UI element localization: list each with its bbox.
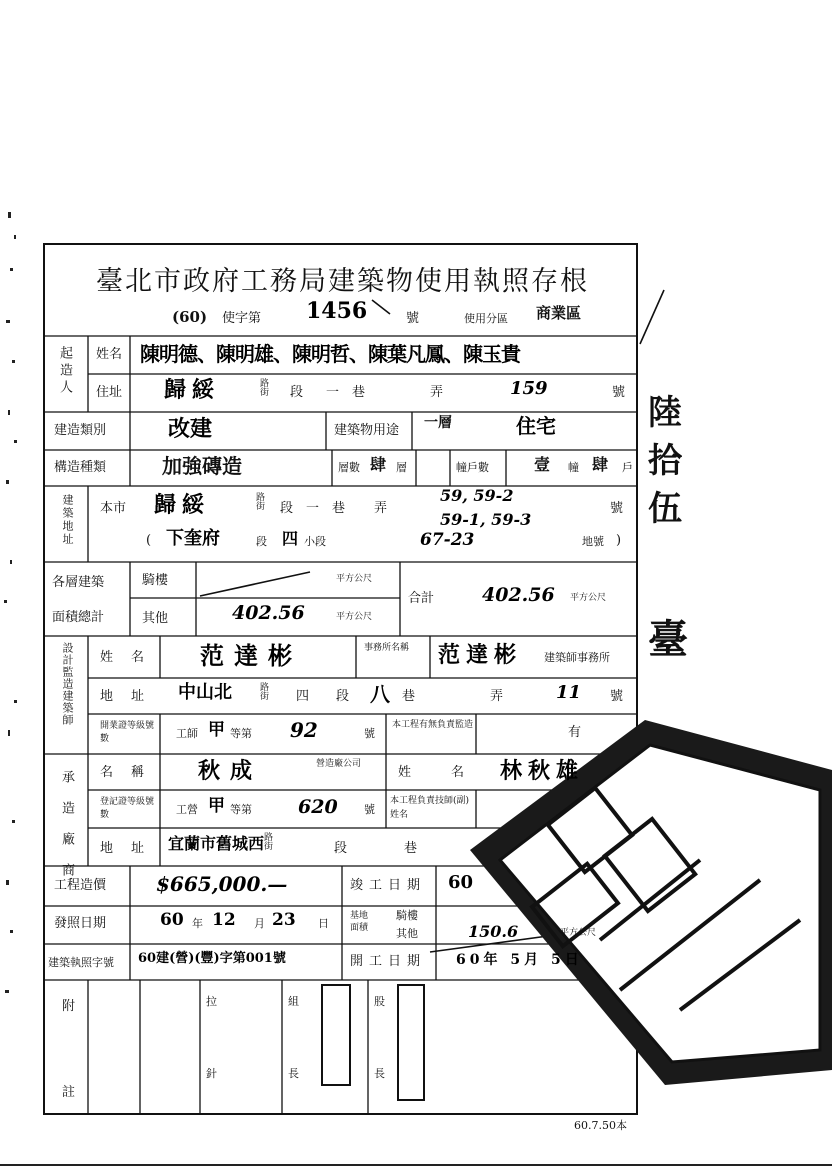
site-alley-label: 弄 bbox=[374, 501, 388, 516]
remarks-c3-bot: 長 bbox=[374, 1067, 385, 1080]
applicant-lane-value: 一 bbox=[326, 385, 340, 400]
issue-day: 23 bbox=[272, 910, 296, 930]
site-district-section-label: 段 bbox=[256, 535, 267, 548]
site-subsection-label: 小段 bbox=[304, 535, 326, 548]
remark-seals bbox=[322, 985, 424, 1100]
architect-supervisor-label: 本工程有無負責監造 bbox=[392, 720, 474, 730]
architect-office-value: 范達彬 bbox=[438, 642, 523, 668]
structure-label: 構造種類 bbox=[54, 460, 107, 475]
architect-lane-label: 巷 bbox=[402, 689, 416, 704]
issue-arcade-label: 騎樓 bbox=[396, 909, 418, 922]
architect-road-label: 路街 bbox=[258, 682, 268, 700]
floors-value: 肆 bbox=[370, 455, 387, 474]
site-area-label: 基地面積 bbox=[350, 911, 369, 933]
architect-road: 中山北 bbox=[178, 682, 232, 703]
cost-value: $665,000.— bbox=[156, 872, 288, 896]
remarks-label-1: 附 bbox=[62, 999, 76, 1014]
architect-license-mid: 等第 bbox=[230, 727, 252, 740]
building-type-label: 建造類別 bbox=[54, 423, 107, 438]
architect-license-number: 92 bbox=[290, 718, 318, 742]
site-numbers-2: 59-1, 59-3 bbox=[440, 510, 532, 529]
structure-value: 加強磚造 bbox=[162, 454, 242, 478]
architect-license-prefix: 工師 bbox=[176, 727, 198, 740]
build-permit-value: 60建(營)(豐)字第001號 bbox=[138, 951, 286, 966]
issue-other-label: 其他 bbox=[396, 927, 418, 940]
architect-group-label: 設計監造建築師 bbox=[61, 642, 74, 726]
area-arcade-unit: 平方公尺 bbox=[336, 574, 373, 584]
contractor-person-label: 姓名 bbox=[398, 765, 505, 780]
architect-name-label: 姓名 bbox=[100, 650, 163, 665]
zone-value: 商業區 bbox=[536, 304, 582, 322]
permit-number: 1456 bbox=[306, 298, 368, 324]
site-road: 歸綏 bbox=[154, 492, 211, 518]
remarks-c2-bot: 長 bbox=[288, 1067, 299, 1080]
applicant-section-label: 段 bbox=[290, 385, 304, 400]
issue-area-unit: 平方公尺 bbox=[560, 928, 597, 938]
area-total-unit: 平方公尺 bbox=[570, 593, 607, 603]
edge-char-3: 伍 bbox=[648, 489, 682, 529]
floors-unit: 層 bbox=[396, 461, 407, 474]
area-group-label-2: 面積總計 bbox=[52, 610, 105, 625]
building-use-floor: 一層 bbox=[424, 415, 452, 431]
issue-year: 60 bbox=[160, 910, 184, 930]
architect-office-label: 事務所名稱 bbox=[364, 643, 410, 653]
contractor-name-label: 名稱 bbox=[100, 765, 163, 780]
site-lane-label: 巷 bbox=[332, 501, 346, 516]
units-value: 壹 bbox=[534, 455, 551, 474]
contractor-lane-label: 巷 bbox=[404, 841, 418, 856]
issue-other-value: 150.6 bbox=[468, 922, 519, 941]
site-number-label: 號 bbox=[610, 501, 624, 516]
cost-label: 工程造價 bbox=[54, 878, 107, 893]
building-use-value: 住宅 bbox=[516, 414, 556, 438]
site-section-label: 段 bbox=[280, 501, 294, 516]
site-paren-open: ( bbox=[146, 533, 152, 548]
applicant-alley-label: 弄 bbox=[430, 385, 444, 400]
architect-number-label: 號 bbox=[610, 689, 624, 704]
edge-char-1: 陸 bbox=[648, 393, 682, 433]
site-district: 下奎府 bbox=[166, 528, 220, 549]
issue-year-unit: 年 bbox=[192, 917, 203, 930]
area-other-label: 其他 bbox=[142, 611, 169, 626]
area-group-label-1: 各層建築 bbox=[52, 575, 105, 590]
permit-suffix: 號 bbox=[406, 311, 420, 326]
architect-lane-value: 八 bbox=[370, 682, 390, 706]
architect-license-suffix: 號 bbox=[364, 727, 375, 740]
site-numbers-1: 59, 59-2 bbox=[440, 486, 514, 505]
contractor-reg-mid: 等第 bbox=[230, 803, 252, 816]
site-paren-close: ) bbox=[616, 533, 622, 548]
applicant-address-label: 住址 bbox=[96, 385, 123, 400]
building-use-label: 建築物用途 bbox=[334, 423, 400, 438]
site-road-label: 路街 bbox=[254, 492, 264, 510]
architect-office-suffix: 建築師事務所 bbox=[544, 651, 610, 664]
site-lot-value: 67-23 bbox=[420, 530, 475, 550]
completion-value: 60 bbox=[448, 872, 474, 893]
remarks-c3-top: 股 bbox=[374, 995, 385, 1008]
applicant-name-label: 姓名 bbox=[96, 347, 123, 362]
site-lane-value: 一 bbox=[306, 501, 320, 516]
contractor-reg-number: 620 bbox=[298, 796, 338, 818]
contractor-section-label: 段 bbox=[334, 841, 348, 856]
zone-label: 使用分區 bbox=[464, 312, 508, 325]
remarks-label-2: 註 bbox=[62, 1085, 76, 1100]
applicant-lane-label: 巷 bbox=[352, 385, 366, 400]
edge-stamp-char: 臺 bbox=[648, 616, 688, 663]
architect-section-value: 四 bbox=[296, 689, 310, 704]
architect-license-label: 開業證等級號數 bbox=[100, 721, 155, 744]
contractor-road-label: 路街 bbox=[262, 832, 272, 850]
start-date-value: 60年 5月 5日 bbox=[456, 952, 583, 968]
households-value: 肆 bbox=[592, 455, 609, 474]
applicant-number: 159 bbox=[510, 378, 548, 399]
floors-label: 層數 bbox=[338, 461, 360, 474]
applicant-names: 陳明德、陳明雄、陳明哲、陳葉凡鳳、陳玉貴 bbox=[140, 342, 520, 366]
permit-prefix: 使字第 bbox=[222, 311, 262, 326]
form-title: 臺北市政府工務局建築物使用執照存根 bbox=[96, 266, 589, 297]
remarks-c1-top: 拉 bbox=[206, 995, 217, 1008]
applicant-number-label: 號 bbox=[612, 385, 626, 400]
contractor-tech-label: 本工程負責技師(副)姓名 bbox=[390, 796, 470, 820]
build-permit-label: 建築執照字號 bbox=[48, 956, 114, 969]
contractor-reg-label: 登記證等級號數 bbox=[100, 797, 155, 820]
contractor-reg-prefix: 工營 bbox=[176, 803, 198, 816]
contractor-group-label: 承造廠商 bbox=[59, 770, 74, 894]
contractor-reg-suffix: 號 bbox=[364, 803, 375, 816]
remarks-c1-bot: 針 bbox=[206, 1067, 217, 1080]
architect-address-label: 地址 bbox=[100, 689, 163, 704]
remarks-c2-top: 組 bbox=[288, 995, 299, 1008]
site-group-label: 建築地址 bbox=[61, 494, 74, 546]
completion-label: 竣工日期 bbox=[350, 878, 427, 893]
units-label: 幢戶數 bbox=[456, 461, 489, 474]
architect-section-label: 段 bbox=[336, 689, 350, 704]
issue-label: 發照日期 bbox=[54, 916, 107, 931]
area-total-label: 合計 bbox=[408, 591, 435, 606]
architect-number-value: 11 bbox=[556, 682, 582, 703]
area-arcade-label: 騎樓 bbox=[142, 573, 169, 588]
site-lot-label: 地號 bbox=[582, 535, 604, 548]
issue-month: 12 bbox=[212, 910, 236, 930]
applicant-group-label: 起造人 bbox=[57, 346, 72, 397]
architect-license-grade: 甲 bbox=[208, 720, 225, 740]
start-date-label: 開工日期 bbox=[350, 954, 427, 969]
building-type-value: 改建 bbox=[168, 416, 213, 442]
footer-print-info: 60.7.50本 bbox=[574, 1119, 627, 1132]
area-other-unit: 平方公尺 bbox=[336, 612, 373, 622]
architect-name-value: 范達彬 bbox=[200, 641, 302, 670]
contractor-type-label: 營造廠公司 bbox=[316, 759, 362, 769]
issue-month-unit: 月 bbox=[254, 917, 265, 930]
households-unit: 戶 bbox=[622, 461, 633, 474]
applicant-road: 歸綏 bbox=[164, 377, 221, 403]
contractor-address-value: 宜蘭市舊城西 bbox=[168, 834, 265, 853]
area-other-value: 402.56 bbox=[232, 602, 305, 624]
site-subsection-value: 四 bbox=[282, 529, 299, 548]
contractor-reg-grade: 甲 bbox=[208, 796, 225, 816]
contractor-person-value: 林秋雄 bbox=[500, 758, 585, 784]
contractor-name-value: 秋成 bbox=[198, 758, 263, 784]
units-unit: 幢 bbox=[568, 461, 579, 474]
applicant-road-label: 路街 bbox=[258, 378, 268, 396]
issue-day-unit: 日 bbox=[318, 917, 329, 930]
permit-year: (60) bbox=[172, 308, 208, 326]
edge-char-2: 拾 bbox=[648, 441, 682, 481]
architect-alley-label: 弄 bbox=[490, 689, 504, 704]
area-total-value: 402.56 bbox=[482, 584, 555, 606]
architect-supervisor-value: 有 bbox=[568, 725, 582, 740]
contractor-address-label: 地址 bbox=[100, 841, 163, 856]
site-city: 本市 bbox=[100, 501, 127, 516]
